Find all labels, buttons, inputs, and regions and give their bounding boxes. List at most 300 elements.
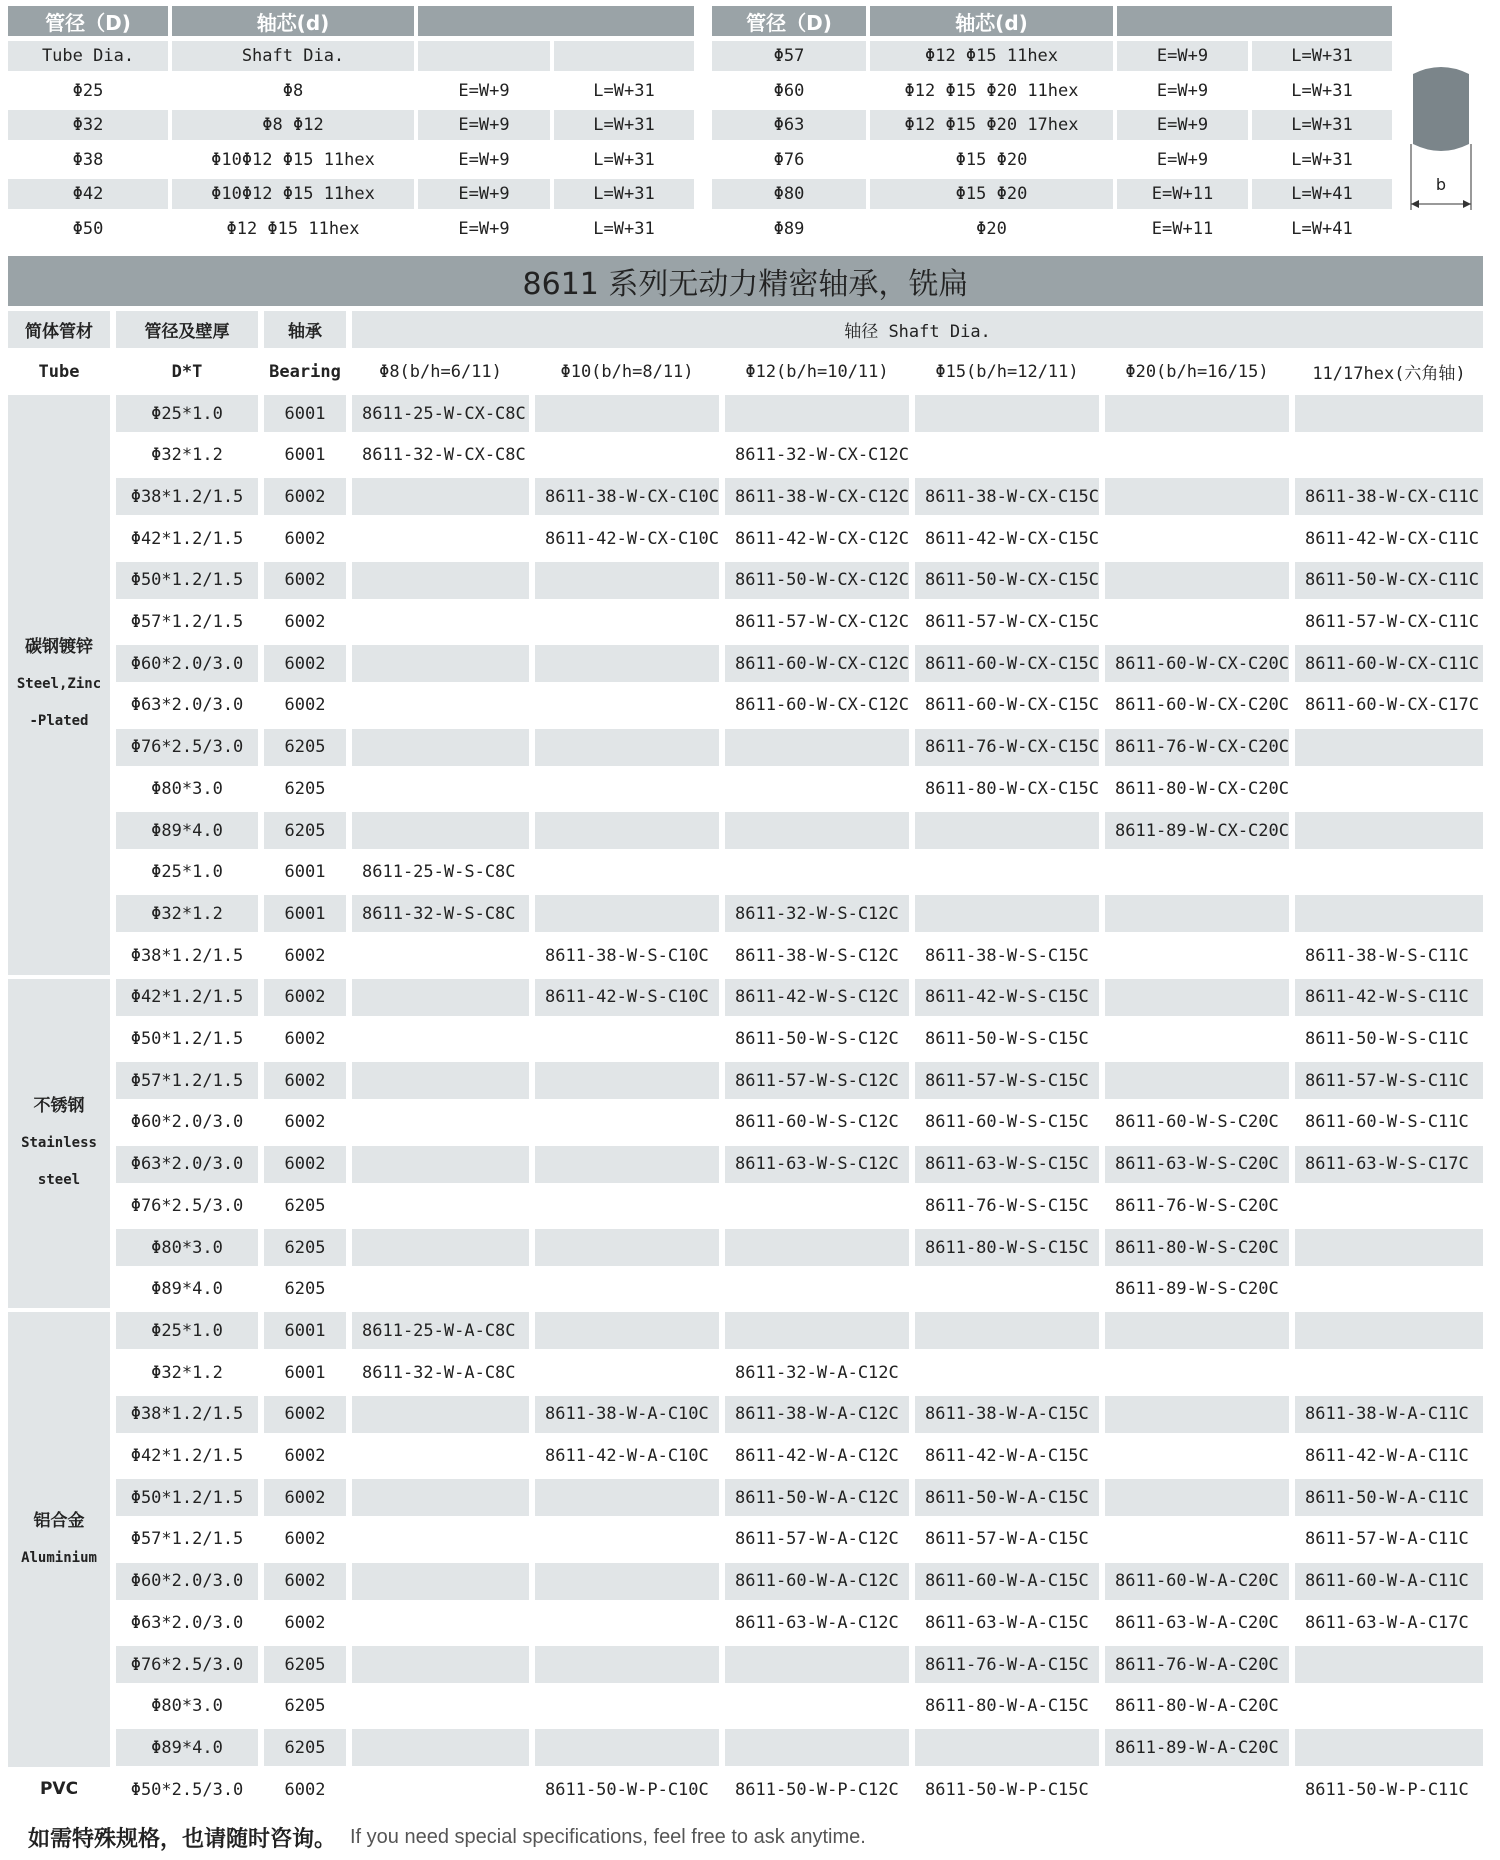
shape-dimension-label: b: [1435, 175, 1447, 194]
material-name-en: steel: [37, 1172, 81, 1189]
part-number-cell: [535, 1354, 719, 1391]
part-number-cell: 8611-60-W-S-C11C: [1295, 1104, 1483, 1141]
tube-size-cell: Φ25*1.0: [116, 395, 258, 432]
tube-size-cell: Φ38*1.2/1.5: [116, 1396, 258, 1433]
part-number-cell: [352, 520, 529, 557]
part-number-cell: [1295, 1646, 1483, 1683]
part-number-cell: 8611-42-W-S-C10C: [535, 979, 719, 1016]
part-number-cell: 8611-42-W-S-C11C: [1295, 979, 1483, 1016]
part-number-cell: [915, 895, 1099, 932]
part-number-cell: [1295, 1271, 1483, 1308]
header-col-4: Φ10(b/h=8/11): [535, 353, 719, 390]
footer-note-en: If you need special specifications, feel free to ask anytime.: [350, 1826, 866, 1848]
top-right-cell: E=W+11: [1117, 214, 1248, 244]
top-header-tube-dia: 管径（D): [8, 6, 168, 36]
top-left-cell: E=W+9: [418, 179, 550, 209]
part-number-cell: [535, 1646, 719, 1683]
part-number-cell: 8611-60-W-A-C12C: [725, 1563, 909, 1600]
top-right-cell: L=W+31: [1252, 76, 1392, 106]
top-left-cell: L=W+31: [554, 76, 694, 106]
material-name-en: Aluminium: [21, 1549, 97, 1566]
part-number-cell: [352, 1438, 529, 1475]
part-number-cell: 8611-32-W-S-C8C: [352, 895, 529, 932]
part-number-cell: 8611-89-W-CX-C20C: [1105, 812, 1289, 849]
bearing-cell: 6002: [264, 687, 346, 724]
part-number-cell: 8611-25-W-CX-C8C: [352, 395, 529, 432]
part-number-cell: 8611-60-W-CX-C15C: [915, 687, 1099, 724]
part-number-cell: 8611-89-W-S-C20C: [1105, 1271, 1289, 1308]
footer-note-zh: 如需特殊规格，也请随时咨询。: [28, 1827, 337, 1852]
bearing-cell: 6002: [264, 562, 346, 599]
part-number-cell: [1105, 1771, 1289, 1808]
top-left-cell: Φ50: [8, 214, 168, 244]
tube-size-cell: Φ50*1.2/1.5: [116, 562, 258, 599]
part-number-cell: 8611-50-W-A-C15C: [915, 1479, 1099, 1516]
part-number-cell: 8611-80-W-A-C15C: [915, 1688, 1099, 1725]
top-right-cell: E=W+11: [1117, 179, 1248, 209]
top-right-cell: E=W+9: [1117, 145, 1248, 175]
part-number-cell: [1105, 395, 1289, 432]
top-left-cell: Φ42: [8, 179, 168, 209]
part-number-cell: 8611-60-W-A-C15C: [915, 1563, 1099, 1600]
bearing-cell: 6001: [264, 895, 346, 932]
tube-size-cell: Φ38*1.2/1.5: [116, 478, 258, 515]
top-right-cell: L=W+31: [1252, 41, 1392, 71]
header-col-1: D*T: [116, 353, 258, 390]
part-number-cell: 8611-38-W-S-C11C: [1295, 937, 1483, 974]
bearing-cell: 6002: [264, 478, 346, 515]
part-number-cell: [1105, 1479, 1289, 1516]
tube-size-cell: Φ76*2.5/3.0: [116, 1646, 258, 1683]
part-number-cell: 8611-63-W-S-C12C: [725, 1146, 909, 1183]
top-right-cell: Φ20: [870, 214, 1113, 244]
part-number-cell: [915, 1271, 1099, 1308]
part-number-cell: [352, 937, 529, 974]
part-number-cell: 8611-38-W-S-C12C: [725, 937, 909, 974]
part-number-cell: 8611-63-W-A-C15C: [915, 1604, 1099, 1641]
bearing-cell: 6205: [264, 1729, 346, 1766]
bearing-cell: 6205: [264, 770, 346, 807]
top-header-blank: [418, 6, 694, 36]
top-left-cell: L=W+31: [554, 214, 694, 244]
tube-size-cell: Φ63*2.0/3.0: [116, 1146, 258, 1183]
part-number-cell: 8611-57-W-CX-C15C: [915, 604, 1099, 641]
part-number-cell: 8611-76-W-A-C15C: [915, 1646, 1099, 1683]
part-number-cell: 8611-76-W-CX-C15C: [915, 729, 1099, 766]
top-right-cell: Φ57: [712, 41, 866, 71]
part-number-cell: 8611-38-W-CX-C15C: [915, 478, 1099, 515]
bearing-cell: 6002: [264, 937, 346, 974]
top-right-cell: L=W+31: [1252, 145, 1392, 175]
part-number-cell: [1105, 979, 1289, 1016]
part-number-cell: [535, 1271, 719, 1308]
part-number-cell: [535, 854, 719, 891]
part-number-cell: 8611-42-W-CX-C10C: [535, 520, 719, 557]
part-number-cell: 8611-80-W-S-C20C: [1105, 1229, 1289, 1266]
part-number-cell: [535, 812, 719, 849]
part-number-cell: 8611-42-W-CX-C11C: [1295, 520, 1483, 557]
bearing-cell: 6205: [264, 1229, 346, 1266]
top-left-cell: E=W+9: [418, 145, 550, 175]
part-number-cell: 8611-60-W-CX-C12C: [725, 687, 909, 724]
top-right-cell: Φ15 Φ20: [870, 145, 1113, 175]
part-number-cell: [1105, 1396, 1289, 1433]
bearing-cell: 6002: [264, 1104, 346, 1141]
part-number-cell: [915, 812, 1099, 849]
top-right-cell: Φ15 Φ20: [870, 179, 1113, 209]
tube-size-cell: Φ60*2.0/3.0: [116, 1104, 258, 1141]
header-col-8: 11/17hex(六角轴): [1295, 353, 1483, 390]
top-right-cell: Φ80: [712, 179, 866, 209]
top-header-shaft-dia: 轴芯(d): [172, 6, 414, 36]
part-number-cell: [1295, 395, 1483, 432]
flat-shaft-cross-section-diagram: [1405, 64, 1477, 214]
bearing-cell: 6001: [264, 395, 346, 432]
part-number-cell: [1295, 1229, 1483, 1266]
part-number-cell: [352, 1729, 529, 1766]
bearing-cell: 6001: [264, 437, 346, 474]
bearing-cell: 6001: [264, 1354, 346, 1391]
part-number-cell: 8611-80-W-A-C20C: [1105, 1688, 1289, 1725]
part-number-cell: [352, 687, 529, 724]
part-number-cell: [352, 645, 529, 682]
top-left-cell: Φ10Φ12 Φ15 11hex: [172, 179, 414, 209]
part-number-cell: [535, 895, 719, 932]
part-number-cell: 8611-38-W-A-C15C: [915, 1396, 1099, 1433]
tube-size-cell: Φ50*1.2/1.5: [116, 1021, 258, 1058]
tube-size-cell: Φ32*1.2: [116, 1354, 258, 1391]
material-name-en: Steel,Zinc: [16, 676, 102, 693]
part-number-cell: 8611-76-W-A-C20C: [1105, 1646, 1289, 1683]
bearing-cell: 6002: [264, 520, 346, 557]
tube-size-cell: Φ42*1.2/1.5: [116, 979, 258, 1016]
part-number-cell: 8611-25-W-A-C8C: [352, 1312, 529, 1349]
top-right-cell: Φ89: [712, 214, 866, 244]
bearing-cell: 6002: [264, 1062, 346, 1099]
arrow-head-left: [1411, 200, 1419, 208]
part-number-cell: [1295, 1688, 1483, 1725]
part-number-cell: 8611-80-W-CX-C20C: [1105, 770, 1289, 807]
part-number-cell: [535, 1604, 719, 1641]
material-group-label: [8, 1312, 110, 1767]
tube-size-cell: Φ80*3.0: [116, 1229, 258, 1266]
part-number-cell: [1295, 770, 1483, 807]
part-number-cell: 8611-60-W-CX-C20C: [1105, 645, 1289, 682]
part-number-cell: [1295, 437, 1483, 474]
header-col-7: Φ20(b/h=16/15): [1105, 353, 1289, 390]
part-number-cell: [535, 562, 719, 599]
top-right-cell: Φ63: [712, 110, 866, 140]
part-number-cell: 8611-50-W-P-C11C: [1295, 1771, 1483, 1808]
top-left-cell: L=W+31: [554, 179, 694, 209]
header-col-0: Tube: [8, 353, 110, 390]
part-number-cell: 8611-50-W-S-C12C: [725, 1021, 909, 1058]
bearing-cell: 6002: [264, 645, 346, 682]
part-number-cell: [352, 1688, 529, 1725]
bearing-cell: 6002: [264, 1771, 346, 1808]
header-tube-material: 简体管材: [8, 311, 110, 348]
part-number-cell: [1295, 729, 1483, 766]
part-number-cell: [535, 1146, 719, 1183]
part-number-cell: 8611-42-W-S-C15C: [915, 979, 1099, 1016]
part-number-cell: [352, 979, 529, 1016]
tube-size-cell: Φ42*1.2/1.5: [116, 520, 258, 557]
tube-size-cell: Φ80*3.0: [116, 770, 258, 807]
header-shaft-dia: 轴径 Shaft Dia.: [352, 311, 1483, 348]
part-number-cell: 8611-63-W-S-C15C: [915, 1146, 1099, 1183]
top-right-cell: E=W+9: [1117, 110, 1248, 140]
part-number-cell: 8611-60-W-S-C15C: [915, 1104, 1099, 1141]
part-number-cell: [352, 1229, 529, 1266]
bearing-cell: 6205: [264, 1646, 346, 1683]
part-number-cell: [725, 1688, 909, 1725]
tube-size-cell: Φ60*2.0/3.0: [116, 1563, 258, 1600]
part-number-cell: 8611-80-W-S-C15C: [915, 1229, 1099, 1266]
part-number-cell: [1105, 604, 1289, 641]
part-number-cell: 8611-42-W-CX-C12C: [725, 520, 909, 557]
part-number-cell: [352, 770, 529, 807]
tube-size-cell: Φ32*1.2: [116, 437, 258, 474]
part-number-cell: [1295, 854, 1483, 891]
top-right-cell: E=W+9: [1117, 41, 1248, 71]
part-number-cell: [352, 729, 529, 766]
part-number-cell: [1105, 1521, 1289, 1558]
part-number-cell: 8611-76-W-S-C15C: [915, 1187, 1099, 1224]
material-name-zh: 碳钢镀锌: [25, 637, 93, 658]
part-number-cell: [1295, 1729, 1483, 1766]
part-number-cell: [535, 1479, 719, 1516]
tube-size-cell: Φ38*1.2/1.5: [116, 937, 258, 974]
part-number-cell: 8611-32-W-CX-C12C: [725, 437, 909, 474]
part-number-cell: [535, 1229, 719, 1266]
part-number-cell: 8611-76-W-S-C20C: [1105, 1187, 1289, 1224]
part-number-cell: 8611-60-W-CX-C11C: [1295, 645, 1483, 682]
part-number-cell: [915, 1729, 1099, 1766]
part-number-cell: [1105, 1312, 1289, 1349]
top-left-cell: Φ8: [172, 76, 414, 106]
part-number-cell: 8611-42-W-A-C11C: [1295, 1438, 1483, 1475]
tube-size-cell: Φ32*1.2: [116, 895, 258, 932]
top-left-cell: L=W+31: [554, 145, 694, 175]
tube-size-cell: Φ25*1.0: [116, 854, 258, 891]
part-number-cell: 8611-50-W-S-C11C: [1295, 1021, 1483, 1058]
top-right-cell: L=W+41: [1252, 179, 1392, 209]
part-number-cell: 8611-57-W-S-C11C: [1295, 1062, 1483, 1099]
top-right-cell: L=W+31: [1252, 110, 1392, 140]
tube-size-cell: Φ60*2.0/3.0: [116, 645, 258, 682]
part-number-cell: [352, 1396, 529, 1433]
part-number-cell: 8611-76-W-CX-C20C: [1105, 729, 1289, 766]
part-number-cell: 8611-57-W-CX-C11C: [1295, 604, 1483, 641]
part-number-cell: 8611-57-W-S-C15C: [915, 1062, 1099, 1099]
part-number-cell: [535, 437, 719, 474]
part-number-cell: 8611-50-W-P-C12C: [725, 1771, 909, 1808]
part-number-cell: [915, 437, 1099, 474]
header-col-2: Bearing: [264, 353, 346, 390]
part-number-cell: [535, 1563, 719, 1600]
tube-size-cell: Φ50*2.5/3.0: [116, 1771, 258, 1808]
tube-size-cell: Φ57*1.2/1.5: [116, 604, 258, 641]
material-group-label: [8, 395, 110, 975]
material-name-zh: 不锈钢: [33, 1096, 85, 1117]
part-number-cell: [352, 1479, 529, 1516]
part-number-cell: 8611-42-W-A-C10C: [535, 1438, 719, 1475]
top-right-cell: E=W+9: [1117, 76, 1248, 106]
bearing-cell: 6205: [264, 1271, 346, 1308]
part-number-cell: [725, 1187, 909, 1224]
part-number-cell: 8611-50-W-CX-C11C: [1295, 562, 1483, 599]
part-number-cell: [352, 1187, 529, 1224]
part-number-cell: 8611-38-W-S-C15C: [915, 937, 1099, 974]
part-number-cell: 8611-60-W-CX-C12C: [725, 645, 909, 682]
part-number-cell: 8611-63-W-S-C20C: [1105, 1146, 1289, 1183]
top-left-cell: Φ38: [8, 145, 168, 175]
bearing-cell: 6002: [264, 1479, 346, 1516]
part-number-cell: 8611-38-W-A-C10C: [535, 1396, 719, 1433]
part-number-cell: [535, 687, 719, 724]
part-number-cell: 8611-57-W-A-C11C: [1295, 1521, 1483, 1558]
part-number-cell: [535, 395, 719, 432]
part-number-cell: [1105, 1021, 1289, 1058]
part-number-cell: [725, 395, 909, 432]
part-number-cell: [725, 729, 909, 766]
part-number-cell: [725, 770, 909, 807]
bearing-cell: 6205: [264, 1187, 346, 1224]
tube-size-cell: Φ63*2.0/3.0: [116, 687, 258, 724]
part-number-cell: [1105, 478, 1289, 515]
bearing-cell: 6205: [264, 812, 346, 849]
top-header-shaft-dia-right: 轴芯(d): [870, 6, 1113, 36]
part-number-cell: [1295, 1187, 1483, 1224]
arrow-head-right: [1463, 200, 1471, 208]
part-number-cell: [535, 1688, 719, 1725]
part-number-cell: [535, 1521, 719, 1558]
part-number-cell: [352, 1771, 529, 1808]
part-number-cell: [535, 729, 719, 766]
part-number-cell: 8611-32-W-A-C12C: [725, 1354, 909, 1391]
top-right-cell: Φ12 Φ15 Φ20 11hex: [870, 76, 1113, 106]
tube-size-cell: Φ42*1.2/1.5: [116, 1438, 258, 1475]
part-number-cell: [1295, 812, 1483, 849]
top-subheader-cell: Tube Dia.: [8, 41, 168, 71]
bearing-cell: 6002: [264, 604, 346, 641]
part-number-cell: 8611-57-W-A-C15C: [915, 1521, 1099, 1558]
part-number-cell: [725, 1312, 909, 1349]
part-number-cell: 8611-57-W-CX-C12C: [725, 604, 909, 641]
part-number-cell: [352, 604, 529, 641]
material-name-zh: 铝合金: [33, 1510, 85, 1531]
bearing-cell: 6001: [264, 854, 346, 891]
part-number-cell: [1105, 854, 1289, 891]
part-number-cell: [352, 1271, 529, 1308]
part-number-cell: 8611-63-W-A-C12C: [725, 1604, 909, 1641]
part-number-cell: [1295, 895, 1483, 932]
header-diameter-thickness: 管径及壁厚: [116, 311, 258, 348]
top-left-cell: E=W+9: [418, 76, 550, 106]
top-left-cell: E=W+9: [418, 214, 550, 244]
material-name-en: -Plated: [29, 713, 89, 730]
part-number-cell: [725, 812, 909, 849]
part-number-cell: [1105, 1062, 1289, 1099]
top-subheader-cell: Shaft Dia.: [172, 41, 414, 71]
part-number-cell: [352, 562, 529, 599]
part-number-cell: [352, 1104, 529, 1141]
part-number-cell: 8611-42-W-S-C12C: [725, 979, 909, 1016]
part-number-cell: [915, 854, 1099, 891]
part-number-cell: [535, 1062, 719, 1099]
part-number-cell: 8611-63-W-S-C17C: [1295, 1146, 1483, 1183]
bearing-cell: 6002: [264, 1438, 346, 1475]
part-number-cell: [725, 1729, 909, 1766]
part-number-cell: [352, 1604, 529, 1641]
top-header-blank-right: [1117, 6, 1392, 36]
part-number-cell: 8611-42-W-A-C15C: [915, 1438, 1099, 1475]
part-number-cell: [1295, 1354, 1483, 1391]
top-left-cell: Φ10Φ12 Φ15 11hex: [172, 145, 414, 175]
top-subheader-cell: [418, 41, 550, 71]
tube-size-cell: Φ63*2.0/3.0: [116, 1604, 258, 1641]
top-subheader-cell: [554, 41, 694, 71]
top-right-cell: Φ12 Φ15 11hex: [870, 41, 1113, 71]
header-col-5: Φ12(b/h=10/11): [725, 353, 909, 390]
part-number-cell: [1105, 1438, 1289, 1475]
part-number-cell: [725, 1646, 909, 1683]
part-number-cell: [352, 1646, 529, 1683]
part-number-cell: [915, 1312, 1099, 1349]
tube-size-cell: Φ57*1.2/1.5: [116, 1521, 258, 1558]
tube-size-cell: Φ89*4.0: [116, 1729, 258, 1766]
part-number-cell: 8611-50-W-CX-C12C: [725, 562, 909, 599]
part-number-cell: [915, 1354, 1099, 1391]
bearing-cell: 6001: [264, 1312, 346, 1349]
part-number-cell: [535, 1729, 719, 1766]
bearing-cell: 6002: [264, 1021, 346, 1058]
part-number-cell: 8611-38-W-CX-C10C: [535, 478, 719, 515]
bearing-cell: 6205: [264, 1688, 346, 1725]
part-number-cell: 8611-60-W-S-C12C: [725, 1104, 909, 1141]
part-number-cell: 8611-32-W-S-C12C: [725, 895, 909, 932]
part-number-cell: 8611-60-W-CX-C17C: [1295, 687, 1483, 724]
part-number-cell: [352, 1521, 529, 1558]
header-col-6: Φ15(b/h=12/11): [915, 353, 1099, 390]
part-number-cell: 8611-63-W-A-C17C: [1295, 1604, 1483, 1641]
top-left-cell: Φ32: [8, 110, 168, 140]
material-name-en: Stainless: [21, 1135, 97, 1152]
part-number-cell: [352, 1563, 529, 1600]
tube-size-cell: Φ89*4.0: [116, 1271, 258, 1308]
part-number-cell: [725, 1229, 909, 1266]
tube-size-cell: Φ80*3.0: [116, 1688, 258, 1725]
part-number-cell: 8611-38-W-CX-C12C: [725, 478, 909, 515]
part-number-cell: 8611-60-W-A-C20C: [1105, 1563, 1289, 1600]
part-number-cell: [535, 1104, 719, 1141]
part-number-cell: [1105, 895, 1289, 932]
header-bearing: 轴承: [264, 311, 346, 348]
part-number-cell: 8611-32-W-A-C8C: [352, 1354, 529, 1391]
tube-size-cell: Φ76*2.5/3.0: [116, 729, 258, 766]
part-number-cell: 8611-57-W-A-C12C: [725, 1521, 909, 1558]
part-number-cell: [535, 1021, 719, 1058]
top-left-cell: Φ25: [8, 76, 168, 106]
part-number-cell: [535, 1187, 719, 1224]
table-title: 8611 系列无动力精密轴承，铣扁: [8, 256, 1483, 306]
top-left-cell: E=W+9: [418, 110, 550, 140]
top-right-cell: L=W+41: [1252, 214, 1392, 244]
material-group-label: [8, 1771, 110, 1809]
top-right-cell: Φ12 Φ15 Φ20 17hex: [870, 110, 1113, 140]
part-number-cell: 8611-32-W-CX-C8C: [352, 437, 529, 474]
part-number-cell: 8611-38-W-A-C12C: [725, 1396, 909, 1433]
